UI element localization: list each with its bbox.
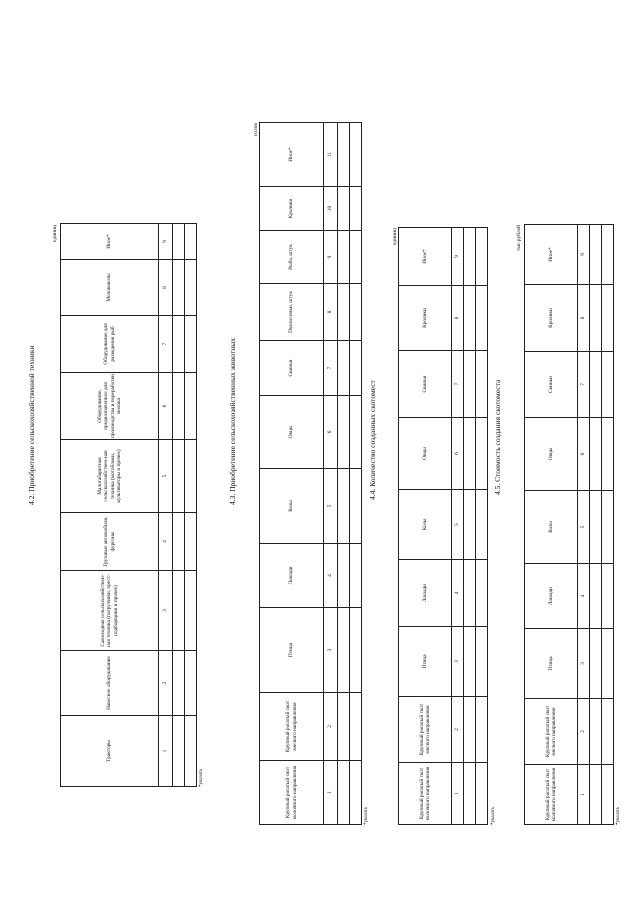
column-number: 3 [578, 629, 590, 699]
header-cell: Овцы [260, 396, 324, 469]
table-row [602, 225, 614, 825]
column-number: 9 [452, 228, 464, 286]
column-number: 8 [578, 285, 590, 352]
header-cell: Самоходная сельскохозяйствен-ная техника (погрузчики, пресс-подборщики и прочее) [61, 571, 159, 651]
column-number: 3 [324, 608, 338, 693]
column-number: 6 [452, 418, 464, 490]
column-number: 1 [578, 765, 590, 825]
header-cell: Свиньи [260, 341, 324, 396]
header-cell: Крупный рогатый скот молочного направления [399, 763, 452, 825]
header-cell: Крупный рогатый скот мясного направления [260, 693, 324, 761]
column-number: 4 [452, 560, 464, 627]
header-cell: Оборудование, предназначенное для производства и переработки молока [61, 373, 159, 440]
header-cell: Малогабаритная сельскохозяйствен-ная техника (мотоблоки, культиваторы и прочее) [61, 440, 159, 513]
column-number: 4 [578, 564, 590, 629]
header-cell: Козы [260, 469, 324, 544]
header-cell: Пчелосемьи, штук [260, 284, 324, 341]
header-cell: Оборудование для разведения рыб [61, 316, 159, 373]
column-number: 7 [324, 341, 338, 396]
column-number: 9 [578, 225, 590, 285]
column-number: 3 [159, 571, 173, 651]
column-number: 9 [324, 231, 338, 284]
header-cell: Крупный рогатый скот молочного направления [525, 765, 578, 825]
column-number: 1 [159, 716, 173, 787]
column-number: 5 [159, 440, 173, 513]
livestock-cost-table [524, 224, 614, 825]
column-number: 8 [159, 260, 173, 316]
column-number: 7 [452, 351, 464, 418]
table-row [173, 224, 185, 787]
livestock-places-table [398, 227, 488, 825]
header-cell: Лошади [399, 560, 452, 627]
column-number: 3 [452, 627, 464, 697]
footnote: *указать [199, 768, 204, 787]
column-number: 2 [452, 697, 464, 763]
column-number: 1 [324, 761, 338, 825]
column-number: 7 [578, 352, 590, 418]
header-cell: Козы [525, 491, 578, 564]
animals-table [259, 122, 362, 825]
header-cell: Козы [399, 490, 452, 560]
section-unit: голов [253, 123, 259, 136]
section-title: 4.2. Приобретение сельскохозяйственной техники [27, 345, 36, 505]
column-number: 5 [324, 469, 338, 544]
header-cell: Птица [399, 627, 452, 697]
header-cell: Иное* [399, 228, 452, 286]
table-row [476, 228, 488, 825]
column-number: 4 [324, 544, 338, 608]
header-cell: Птица [260, 608, 324, 693]
header-cell: Овцы [525, 418, 578, 491]
header-cell: Иное* [61, 224, 159, 260]
header-cell: Лошади [260, 544, 324, 608]
column-number: 5 [578, 491, 590, 564]
header-cell: Тракторы [61, 716, 159, 787]
header-cell: Грузовые автомобили, фургоны [61, 513, 159, 571]
section-unit: единиц [392, 228, 398, 245]
header-cell: Лошади [525, 564, 578, 629]
header-cell: Кролики [399, 286, 452, 351]
header-cell: Иное* [260, 123, 324, 187]
column-number: 4 [159, 513, 173, 571]
footnote: *указать [616, 806, 621, 825]
header-cell: Рыба, штук [260, 231, 324, 284]
header-cell: Молоковозы [61, 260, 159, 316]
header-cell: Кролики [525, 285, 578, 352]
table-row [464, 228, 476, 825]
column-number: 1 [452, 763, 464, 825]
footnote: *указать [491, 806, 496, 825]
header-cell: Крупный рогатый скот мясного направления [525, 699, 578, 765]
column-number: 11 [324, 123, 338, 187]
column-number: 8 [452, 286, 464, 351]
header-cell: Иное* [525, 225, 578, 285]
section-title: 4.3. Приобретение сельскохозяйственных животных [228, 337, 237, 505]
header-cell: Птица [525, 629, 578, 699]
section-unit: единиц [52, 225, 58, 242]
header-cell: Свиньи [399, 351, 452, 418]
table-row [350, 123, 362, 825]
header-cell: Крупный рогатый скот мясного направления [399, 697, 452, 763]
section-title: 4.4. Количество созданных скотомест [368, 380, 377, 500]
footnote: *указать [364, 806, 369, 825]
header-cell: Навесное оборудование [61, 651, 159, 716]
equipment-table [60, 223, 197, 787]
header-cell: Овцы [399, 418, 452, 490]
column-number: 9 [159, 224, 173, 260]
column-number: 7 [159, 316, 173, 373]
column-number: 6 [324, 396, 338, 469]
column-number: 6 [159, 373, 173, 440]
column-number: 6 [578, 418, 590, 491]
column-number: 5 [452, 490, 464, 560]
table-row [338, 123, 350, 825]
header-cell: Крупный рогатый скот молочного направления [260, 761, 324, 825]
column-number: 2 [578, 699, 590, 765]
section-unit: тыс.рублей [516, 225, 522, 252]
column-number: 2 [159, 651, 173, 716]
table-row [590, 225, 602, 825]
header-cell: Свиньи [525, 352, 578, 418]
column-number: 8 [324, 284, 338, 341]
table-row [185, 224, 197, 787]
section-title: 4.5. Стоимость создания скотоместа [493, 379, 502, 495]
column-number: 10 [324, 187, 338, 231]
header-cell: Кролики [260, 187, 324, 231]
column-number: 2 [324, 693, 338, 761]
